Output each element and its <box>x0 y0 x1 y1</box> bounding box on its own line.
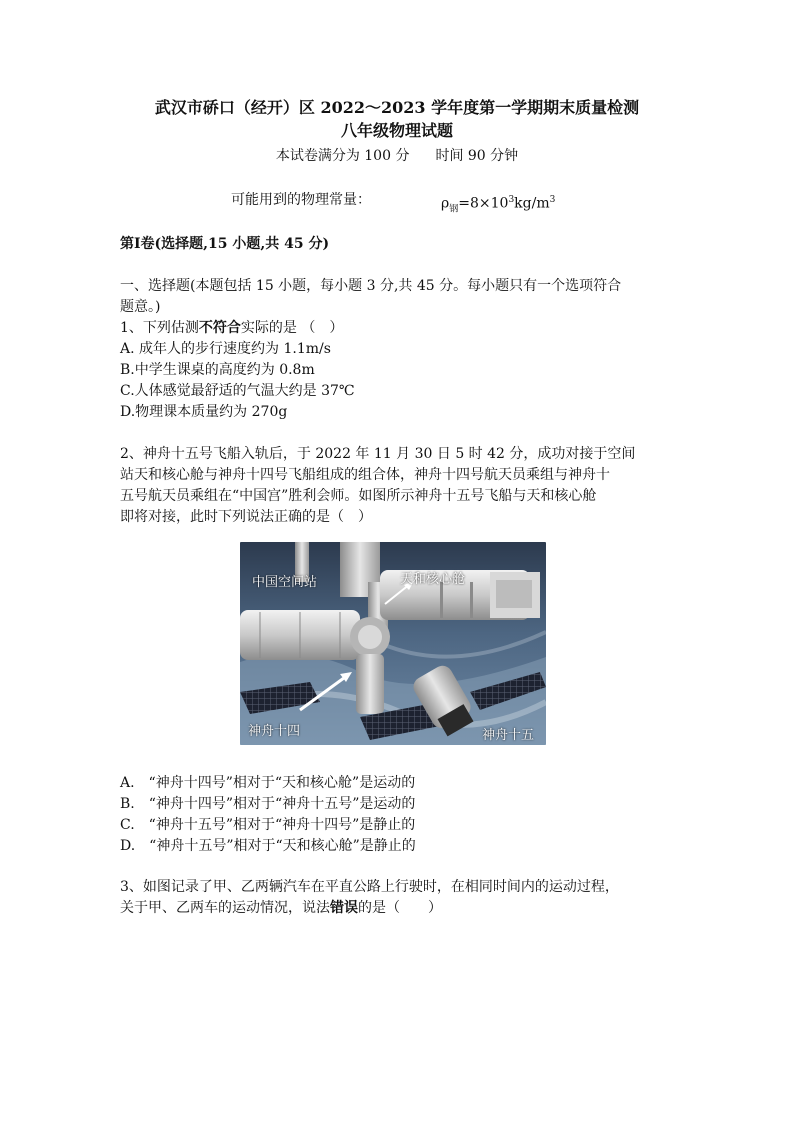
section-instructions-1: 一、选择题(本题包括 15 小题，每小题 3 分,共 45 分。每小题只有一个选项符合 <box>120 278 622 294</box>
section-instructions-2: 题意。) <box>120 299 161 315</box>
question-1-stem: 1、下列估测不符合实际的是 （ ） <box>120 320 344 336</box>
score-info: 本试卷满分为 100 分 <box>275 148 410 164</box>
constants-label: 可能用到的物理常量： <box>231 192 371 208</box>
q2-option-b: B. “神舟十四号”相对于“神舟十五号”是运动的 <box>120 796 416 812</box>
q2-stem-line-4: 即将对接，此时下列说法正确的是（ ） <box>120 509 372 525</box>
space-station-photo <box>240 542 546 745</box>
q2-option-a: A. “神舟十四号”相对于“天和核心舱”是运动的 <box>120 775 416 791</box>
label-tianhe-core-module: 天和核心舱 <box>400 572 466 587</box>
emphasis-text: 错误 <box>330 900 358 916</box>
q1-option-a: A. 成年人的步行速度约为 1.1m/s <box>120 341 331 357</box>
emphasis-text: 不符合 <box>198 320 241 336</box>
label-shenzhou-15: 神舟十五 <box>482 728 535 743</box>
q3-stem-line-2: 关于甲、乙两车的运动情况，说法错误的是（ ） <box>120 900 442 916</box>
q1-option-c: C.人体感觉最舒适的气温大约是 37℃ <box>120 383 355 399</box>
q2-stem-line-2: 站天和核心舱与神舟十四号飞船组成的组合体，神舟十四号航天员乘组与神舟十 <box>120 467 610 483</box>
section-title: 第Ⅰ卷(选择题,15 小题,共 45 分) <box>120 236 330 252</box>
q2-option-d: D. “神舟十五号”相对于“天和核心舱”是静止的 <box>120 838 416 854</box>
q3-stem-line-1: 3、如图记录了甲、乙两辆汽车在平直公路上行驶时，在相同时间内的运动过程， <box>120 879 619 895</box>
q1-option-d: D.物理课本质量约为 270g <box>120 404 288 420</box>
time-info: 时间 90 分钟 <box>435 148 519 164</box>
exam-subtitle: 八年级物理试题 <box>340 121 453 140</box>
q2-stem-line-1: 2、神舟十五号飞船入轨后，于 2022 年 11 月 30 日 5 时 42 分，成功对接于空间 <box>120 446 636 462</box>
label-shenzhou-14: 神舟十四 <box>248 724 301 739</box>
exam-info <box>0 146 794 166</box>
q2-stem-line-3: 五号航天员乘组在“中国宫”胜利会师。如图所示神舟十五号飞船与天和核心舱 <box>120 488 597 504</box>
q1-option-b: B.中学生课桌的高度约为 0.8m <box>120 362 315 378</box>
constants-line <box>231 190 371 210</box>
steel-density-constant: $\rho_钢=8\times 10^3kg/m^3$ <box>441 195 556 215</box>
label-china-space-station: 中国空间站 <box>252 575 318 590</box>
exam-title: 武汉市硚口（经开）区 2022～2023 学年度第一学期期末质量检测 <box>154 98 640 117</box>
q2-option-c: C. “神舟十五号”相对于“神舟十四号”是静止的 <box>120 817 416 833</box>
